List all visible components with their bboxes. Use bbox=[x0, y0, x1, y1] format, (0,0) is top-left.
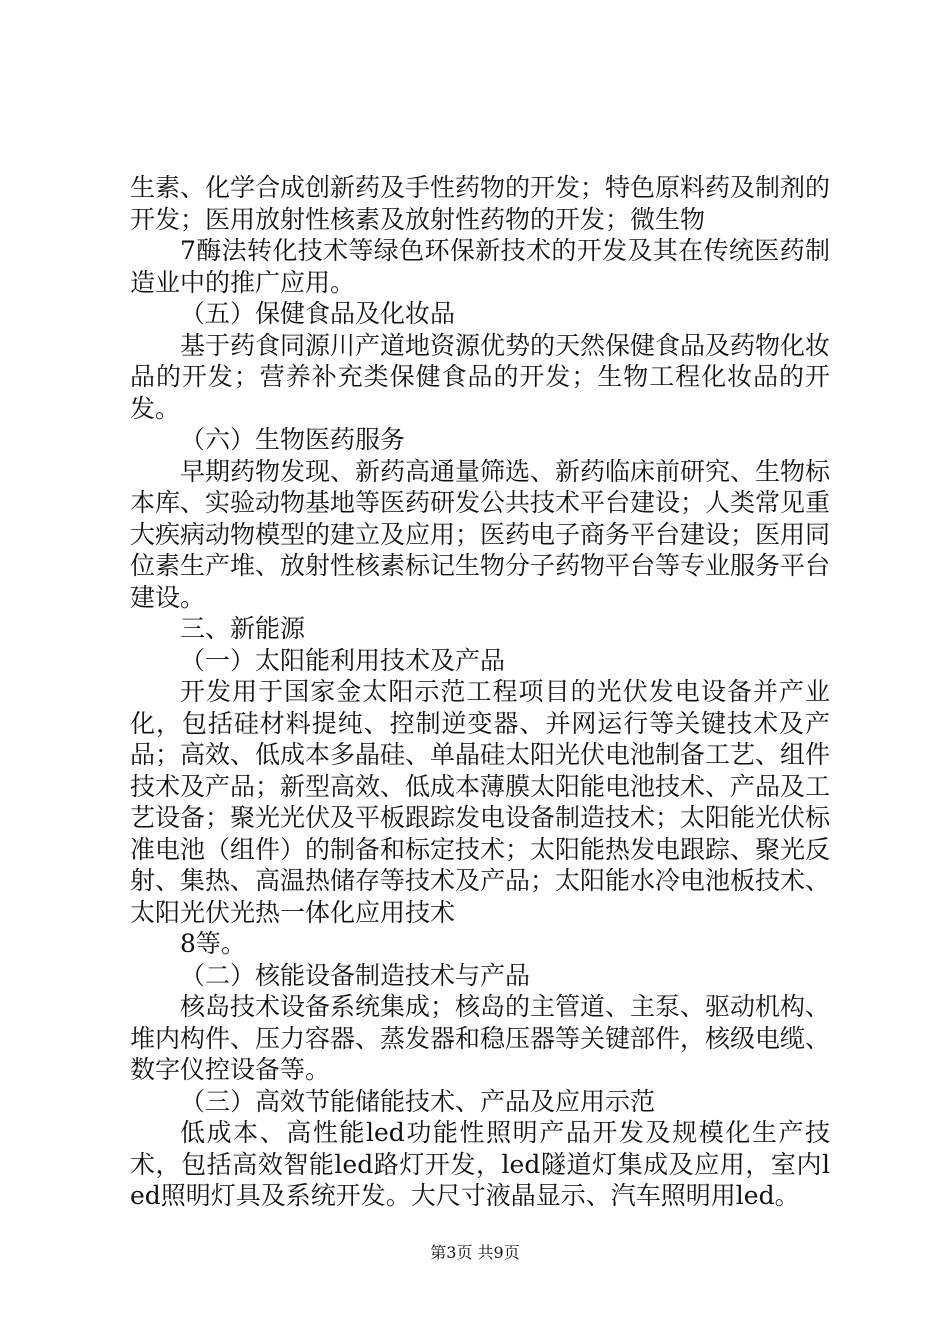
section-heading: （三）高效节能储能技术、产品及应用示范 bbox=[180, 1086, 656, 1116]
section-heading: （二）核能设备制造技术与产品 bbox=[180, 960, 531, 990]
paragraph: 核岛技术设备系统集成；核岛的主管道、主泵、驱动机构、堆内构件、压力容器、蒸发器和稳压器等关键部件，核级电缆、数字仪控设备等。 bbox=[130, 992, 831, 1084]
section-heading: （六）生物医药服务 bbox=[180, 425, 406, 454]
paragraph: 基于药食同源川产道地资源优势的天然保健食品及药物化妆品的开发；营养补充类保健食品的开发；生物工程化妆品的开发。 bbox=[130, 330, 831, 423]
chapter-heading: 三、新能源 bbox=[180, 614, 306, 643]
paragraph: 低成本、高性能led功能性照明产品开发及规模化生产技术，包括高效智能led路灯开发，led隧道灯集成及应用，室内led照明灯具及系统开发。大尺寸液晶显示、汽车照明用led。 bbox=[130, 1118, 830, 1210]
paragraph: 7酶法转化技术等绿色环保新技术的开发及其在传统医药制造业中的推广应用。 bbox=[130, 236, 830, 297]
paragraph: 8等。 bbox=[180, 929, 246, 958]
page-number-footer: 第3页 共9页 bbox=[430, 1243, 520, 1262]
section-heading: （一）太阳能利用技术及产品 bbox=[180, 645, 506, 675]
paragraph: 开发用于国家金太阳示范工程项目的光伏发电设备并产业化，包括硅材料提纯、控制逆变器、并网运行等关键技术及产品；高效、低成本多晶硅、单晶硅太阳光伏电池制备工艺、组件技术及产品；新型高效、低成本薄膜太阳能电池技术、产品及工艺设备；聚光光伏及平板跟踪发电设备制造技术；太阳能光伏标准电池（组件）的制备和标定技术；太阳能热发电跟踪、聚光反射、集热、高温热储存等技术及产品；太阳能水冷电池板技术、太阳光伏光热一体化应用技术 bbox=[130, 677, 831, 927]
document-body bbox=[130, 172, 830, 1212]
section-heading: （五）保健食品及化妆品 bbox=[180, 299, 456, 328]
paragraph: 早期药物发现、新药高通量筛选、新药临床前研究、生物标本库、实验动物基地等医药研发公共技术平台建设；人类常见重大疾病动物模型的建立及应用；医药电子商务平台建设；医用同位素生产堆、放射性核素标记生物分子药物平台等专业服务平台建设。 bbox=[130, 456, 831, 612]
paragraph: 生素、化学合成创新药及手性药物的开发；特色原料药及制剂的开发；医用放射性核素及放射性药物的开发；微生物 bbox=[130, 173, 831, 234]
